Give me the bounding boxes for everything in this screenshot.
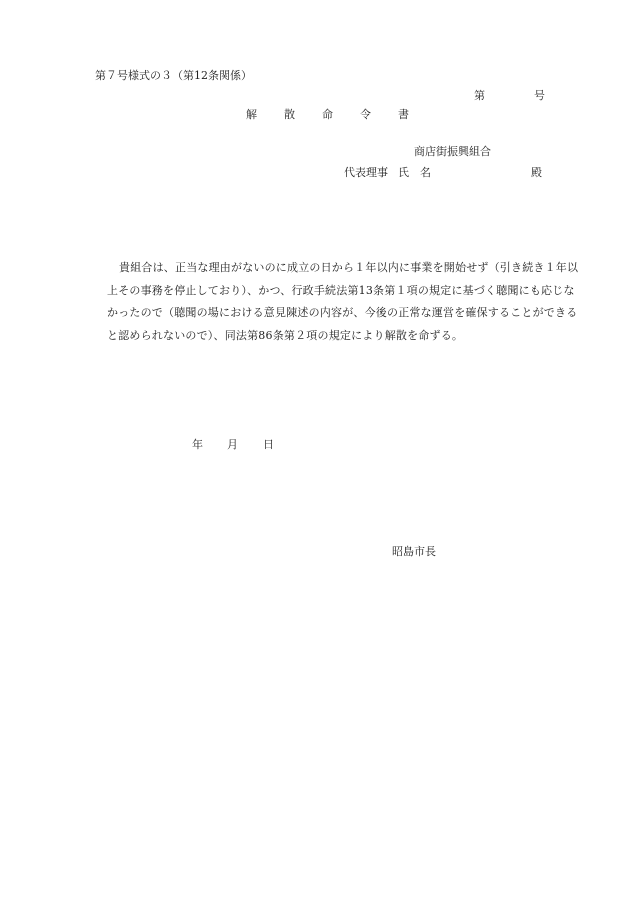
- issuer-name: 昭島市長: [392, 545, 436, 558]
- title-char: 解: [246, 108, 257, 121]
- title-char: 散: [284, 108, 295, 121]
- form-number: 第７号様式の３（第12条関係）: [95, 69, 252, 82]
- honorific: 殿: [531, 166, 542, 179]
- document-title: [246, 108, 409, 122]
- addressee-organization: 商店街振興組合: [414, 145, 491, 158]
- date-year: 年: [192, 438, 203, 451]
- document-number-prefix: 第: [474, 89, 485, 102]
- date-month: 月: [227, 438, 238, 451]
- date-line: [192, 438, 274, 452]
- date-day: 日: [263, 438, 274, 451]
- name-label: 氏 名: [398, 166, 431, 179]
- order-body-text: 貴組合は、正当な理由がないのに成立の日から１年以内に事業を開始せず（引き続き１年以上その事務を停止しており）、かつ、行政手続法第13条第１項の規定に基づく聴聞にも応じなかったので（聴聞の場における意見陳述の内容が、今後の正常な運営を確保することができると認められないので）、同法第86条第２項の規定により解散を命ずる。: [107, 261, 579, 342]
- representative-title: 代表理事: [344, 166, 388, 179]
- addressee-representative: [344, 166, 431, 180]
- title-char: 令: [360, 108, 371, 121]
- title-char: 命: [322, 108, 333, 121]
- title-char: 書: [398, 108, 409, 121]
- document-number-suffix: 号: [534, 89, 545, 102]
